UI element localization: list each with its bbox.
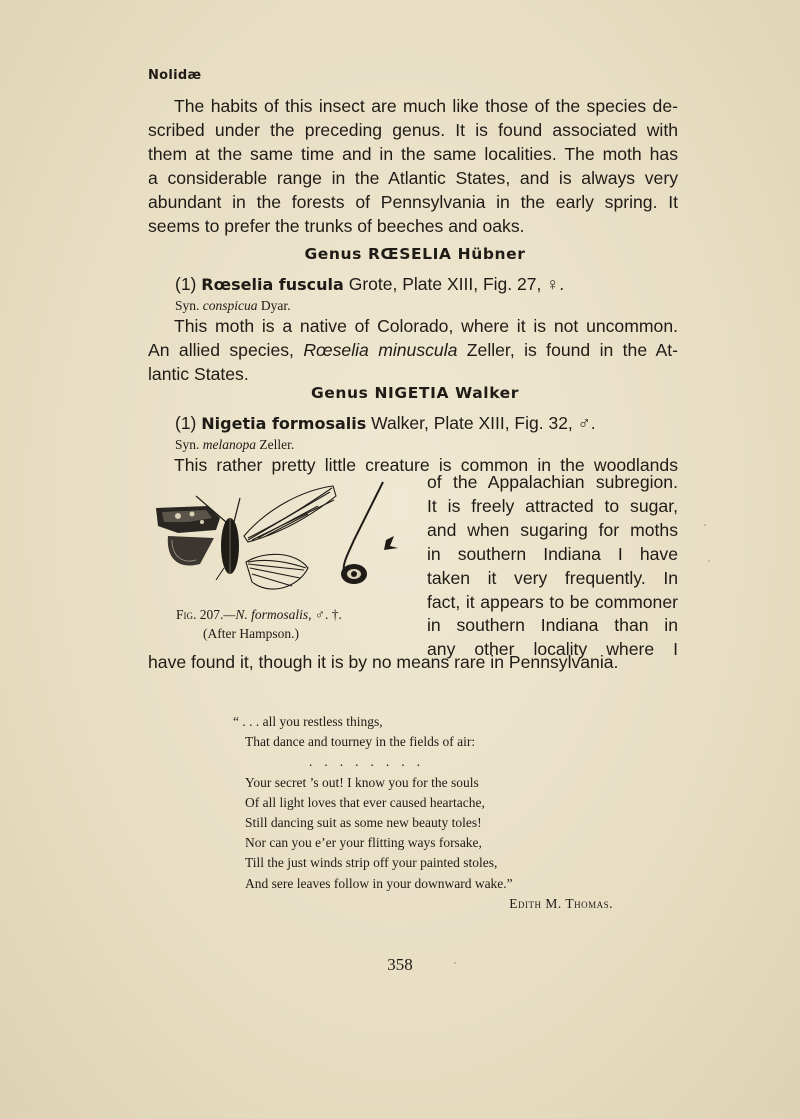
- intro-line-text: The habits of this insect are much like those of the species de-: [174, 96, 678, 116]
- wrap-line: It is freely attracted to sugar,: [427, 495, 678, 516]
- poem-line: Your secret ’s out! I know you for the souls: [245, 774, 479, 790]
- wrap-line: taken it very frequently. In: [427, 567, 678, 588]
- poem-line: Of all light loves that ever caused heartache,: [245, 794, 485, 810]
- genus-prefix: Genus: [304, 245, 362, 263]
- caption-sexes: ♂. †.: [314, 607, 342, 622]
- wrap-line: in southern Indiana I have: [427, 543, 678, 564]
- roeselia-line-text: Zeller, is found in the At-: [466, 340, 679, 360]
- syn-label: Syn.: [175, 298, 200, 313]
- nigetia-species-entry: [175, 413, 596, 434]
- genus-name: NIGETIA: [374, 384, 450, 402]
- roeselia-line: [148, 338, 678, 362]
- wrap-line: any other locality where I: [427, 639, 678, 660]
- forewing-venation: [244, 486, 336, 542]
- wrap-line: fact, it appears to be commoner: [427, 591, 678, 612]
- caption-fig-number: 207.: [199, 607, 224, 622]
- intro-line: them at the same time and in the same localities. The moth has: [148, 144, 678, 164]
- intro-line: scribed under the preceding genus. It is found associated with: [148, 120, 678, 140]
- caption-source: (After Hampson.): [203, 626, 299, 641]
- species-citation: Walker, Plate XIII, Fig. 32, ♂.: [371, 413, 596, 433]
- syn-author: Dyar.: [260, 298, 291, 313]
- roeselia-synonym: [175, 298, 291, 314]
- nigetia-line-text: This rather pretty little creature is common in the woodlands: [174, 455, 678, 475]
- caption-fig-label: Fig.: [176, 607, 197, 622]
- genus-author: Hübner: [457, 245, 526, 263]
- syn-author: Zeller.: [259, 437, 295, 452]
- running-head: Nolidæ: [148, 68, 202, 83]
- poem-line: That dance and tourney in the fields of air:: [245, 734, 476, 750]
- intro-line: seems to prefer the trunks of beeches and oaks.: [148, 216, 525, 236]
- moth-illustration: [156, 496, 240, 580]
- caption-species: —N. formosalis,: [223, 607, 312, 622]
- intro-line: abundant in the forests of Pennsylvania in the early spring. It: [148, 192, 678, 212]
- wrap-line: in southern Indiana than in: [427, 615, 678, 636]
- roeselia-line: [148, 314, 678, 338]
- nigetia-line: have found it, though it is by no means rare in Pennsylvania.: [148, 652, 619, 672]
- paper-speck: [454, 962, 456, 964]
- nigetia-wrap-text: [427, 471, 678, 662]
- poem-line: Nor can you e’er your flitting ways forsake,: [245, 835, 482, 851]
- paper-speck: [704, 524, 706, 526]
- caption-line: [148, 605, 408, 624]
- poem-line: “ . . . all you restless things,: [233, 714, 383, 729]
- roeselia-line: lantic States.: [148, 364, 249, 384]
- poem-line: And sere leaves follow in your downward wake.”: [245, 875, 513, 891]
- intro-line: a considerable range in the Atlantic States, and is always very: [148, 168, 678, 188]
- wrap-line: and when sugaring for moths: [427, 519, 678, 540]
- poem-ellipsis: ........: [309, 754, 432, 770]
- genus-prefix: Genus: [310, 384, 369, 402]
- poem-line: Till the just winds strip off your painted stoles,: [245, 855, 498, 871]
- figure-caption: [148, 605, 408, 643]
- syn-name: conspicua: [202, 298, 258, 313]
- genus-author: Walker: [455, 384, 520, 402]
- syn-label: Syn.: [175, 437, 200, 452]
- species-name: Rœselia fuscula: [201, 275, 344, 294]
- species-number: (1): [175, 274, 197, 294]
- antenna-detail: [341, 482, 398, 584]
- poem-attribution: Edith M. Thomas.: [509, 895, 613, 911]
- species-citation: Grote, Plate XIII, Fig. 27, ♀.: [348, 274, 565, 294]
- species-name: Nigetia formosalis: [201, 414, 367, 433]
- genus-name: RŒSELIA: [368, 245, 452, 263]
- intro-paragraph: [148, 94, 678, 238]
- nigetia-paragraph-last: [148, 650, 678, 674]
- moth-figure: [148, 478, 413, 608]
- poem-quotation: [233, 712, 623, 914]
- roeselia-line-text: This moth is a native of Colorado, where it is not uncommon.: [174, 316, 678, 336]
- poem-line: Still dancing suit as some new beauty toles!: [245, 815, 482, 831]
- genus-nigetia-heading: [0, 384, 800, 402]
- roeselia-paragraph: [148, 314, 678, 386]
- species-number: (1): [175, 413, 197, 433]
- intro-line: [148, 94, 678, 118]
- wrap-line: of the Appalachian subregion.: [427, 472, 678, 492]
- syn-name: melanopa: [202, 437, 257, 452]
- nigetia-synonym: [175, 437, 294, 453]
- paper-speck: [708, 560, 710, 562]
- species-italic: Rœselia minuscula: [303, 340, 458, 360]
- genus-roeselia-heading: [0, 245, 800, 263]
- roeselia-line-text: An allied species,: [148, 340, 294, 360]
- page-number: 358: [387, 955, 413, 974]
- hindwing-venation: [246, 554, 308, 589]
- roeselia-species-entry: [175, 274, 564, 295]
